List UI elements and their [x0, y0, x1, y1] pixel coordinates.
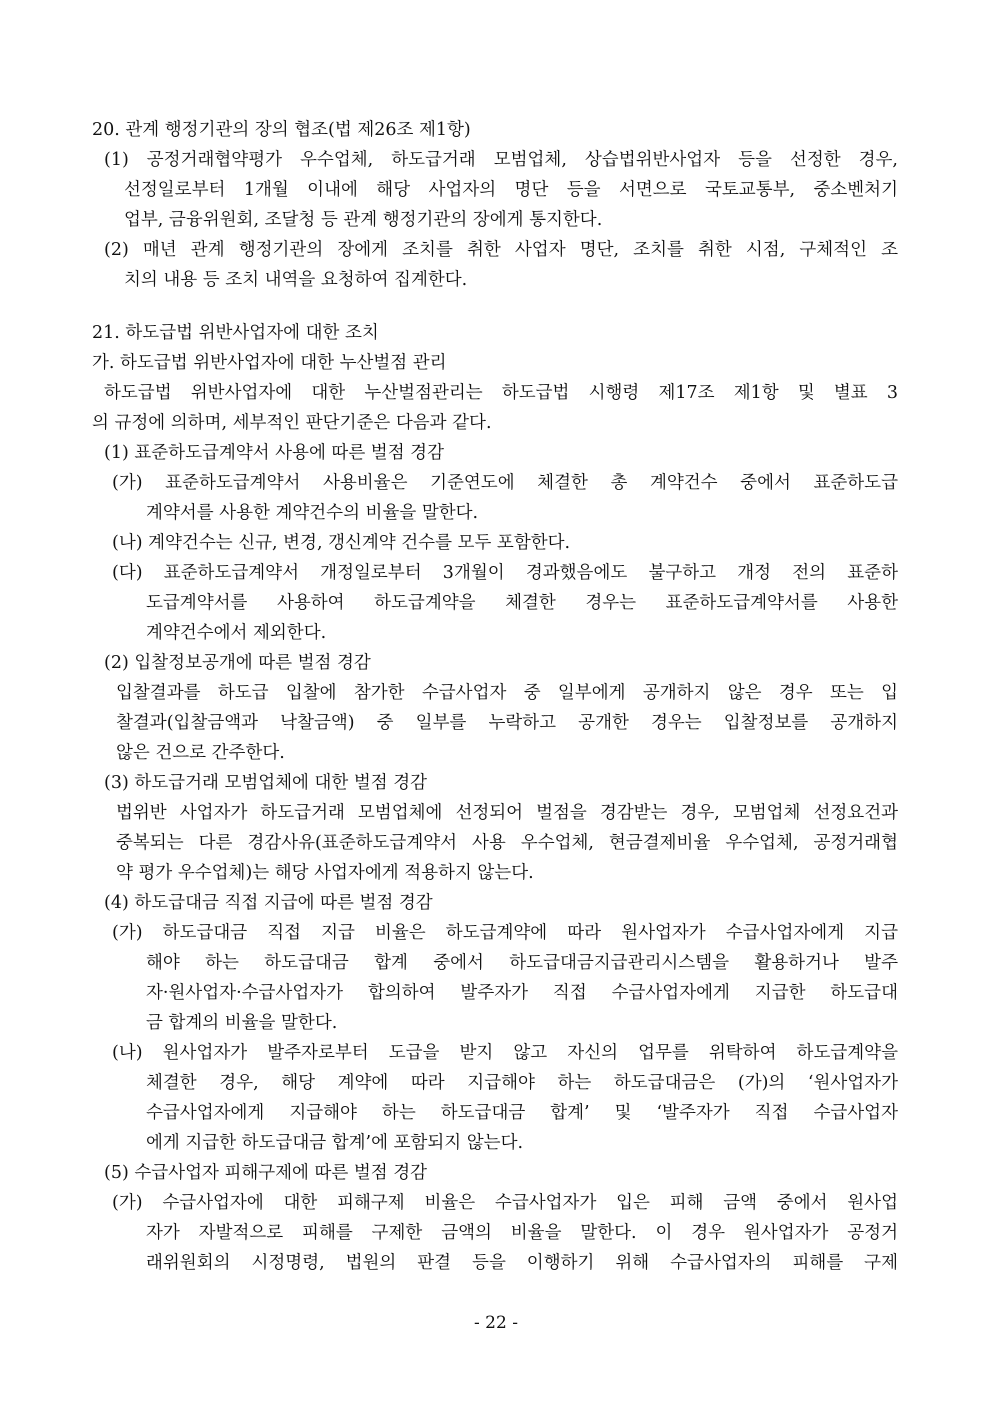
item-4-na-line: 체결한 경우, 해당 계약에 따라 지급해야 하는 하도급대금은 (가)의 ‘원사업자가	[146, 1073, 898, 1093]
page-number: - 22 -	[474, 1313, 518, 1333]
item-4-ga-line: (가) 하도급대금 직접 지급 비율은 하도급계약에 따라 원사업자가 수급사업자에게 지급	[112, 923, 898, 943]
item-4-na-line: (나) 원사업자가 발주자로부터 도급을 받지 않고 자신의 업무를 위탁하여 하도급계약을	[112, 1043, 898, 1063]
item-1-heading: (1) 표준하도급계약서 사용에 따른 벌점 경감	[104, 443, 444, 463]
item-2-paragraph-line: 찰결과(입찰금액과 낙찰금액) 중 일부를 누락하고 공개한 경우는 입찰정보를 공개하지	[116, 713, 898, 733]
section-20-item-1-line: 선정일로부터 1개월 이내에 해당 사업자의 명단 등을 서면으로 국토교통부, 중소벤처기	[124, 180, 898, 200]
item-3-paragraph-line: 법위반 사업자가 하도급거래 모범업체에 선정되어 벌점을 경감받는 경우, 모범업체 선정요건과	[116, 803, 898, 823]
item-4-ga-line: 해야 하는 하도급대금 합계 중에서 하도급대금지급관리시스템을 활용하거나 발주	[146, 953, 898, 973]
intro-paragraph-line: 의 규정에 의하며, 세부적인 판단기준은 다음과 같다.	[92, 413, 492, 433]
item-1-ga-line: 계약서를 사용한 계약건수의 비율을 말한다.	[146, 503, 479, 523]
item-2-paragraph-line: 않은 건으로 간주한다.	[116, 743, 285, 763]
section-20-item-1-line: 업부, 금융위원회, 조달청 등 관계 행정기관의 장에게 통지한다.	[124, 210, 603, 230]
item-5-ga-line: 래위원회의 시정명령, 법원의 판결 등을 이행하기 위해 수급사업자의 피해를 구제	[146, 1253, 898, 1273]
section-20-title: 20. 관계 행정기관의 장의 협조(법 제26조 제1항)	[92, 120, 471, 140]
item-2-paragraph-line: 입찰결과를 하도급 입찰에 참가한 수급사업자 중 일부에게 공개하지 않은 경우 또는 입	[116, 683, 898, 703]
item-4-na-line: 수급사업자에게 지급해야 하는 하도급대금 합계’ 및 ‘발주자가 직접 수급사업자	[146, 1103, 898, 1123]
item-2-heading: (2) 입찰정보공개에 따른 벌점 경감	[104, 653, 371, 673]
item-1-ga-line: (가) 표준하도급계약서 사용비율은 기준연도에 체결한 총 계약건수 중에서 표준하도급	[112, 473, 898, 493]
section-20-item-1-line: (1) 공정거래협약평가 우수업체, 하도급거래 모범업체, 상습법위반사업자 등을 선정한 경우,	[104, 150, 898, 170]
item-3-heading: (3) 하도급거래 모범업체에 대한 벌점 경감	[104, 773, 428, 793]
section-21-title: 21. 하도급법 위반사업자에 대한 조치	[92, 323, 379, 343]
item-1-da-line: 계약건수에서 제외한다.	[146, 623, 327, 643]
section-20-item-2-line: (2) 매년 관계 행정기관의 장에게 조치를 취한 사업자 명단, 조치를 취한 시점, 구체적인 조	[104, 240, 898, 260]
item-4-ga-line: 자·원사업자·수급사업자가 합의하여 발주자가 직접 수급사업자에게 지급한 하도급대	[146, 983, 898, 1003]
item-1-da-line: 도급계약서를 사용하여 하도급계약을 체결한 경우는 표준하도급계약서를 사용한	[146, 593, 898, 613]
item-4-na-line: 에게 지급한 하도급대금 합계’에 포함되지 않는다.	[146, 1133, 524, 1153]
subsection-ga-title: 가. 하도급법 위반사업자에 대한 누산벌점 관리	[92, 353, 447, 373]
intro-paragraph-line: 하도급법 위반사업자에 대한 누산벌점관리는 하도급법 시행령 제17조 제1항 및 별표 3	[104, 383, 898, 403]
item-1-na-line: (나) 계약건수는 신규, 변경, 갱신계약 건수를 모두 포함한다.	[112, 533, 571, 553]
item-3-paragraph-line: 중복되는 다른 경감사유(표준하도급계약서 사용 우수업체, 현금결제비율 우수업체, 공정거래협	[116, 833, 898, 853]
item-5-ga-line: 자가 자발적으로 피해를 구제한 금액의 비율을 말한다. 이 경우 원사업자가 공정거	[146, 1223, 898, 1243]
item-5-heading: (5) 수급사업자 피해구제에 따른 벌점 경감	[104, 1163, 428, 1183]
item-1-da-line: (다) 표준하도급계약서 개정일로부터 3개월이 경과했음에도 불구하고 개정 전의 표준하	[112, 563, 898, 583]
item-5-ga-line: (가) 수급사업자에 대한 피해구제 비율은 수급사업자가 입은 피해 금액 중에서 원사업	[112, 1193, 898, 1213]
item-3-paragraph-line: 약 평가 우수업체)는 해당 사업자에게 적용하지 않는다.	[116, 863, 534, 883]
item-4-heading: (4) 하도급대금 직접 지급에 따른 벌점 경감	[104, 893, 433, 913]
item-4-ga-line: 금 합계의 비율을 말한다.	[146, 1013, 338, 1033]
section-20-item-2-line: 치의 내용 등 조치 내역을 요청하여 집계한다.	[124, 270, 468, 290]
